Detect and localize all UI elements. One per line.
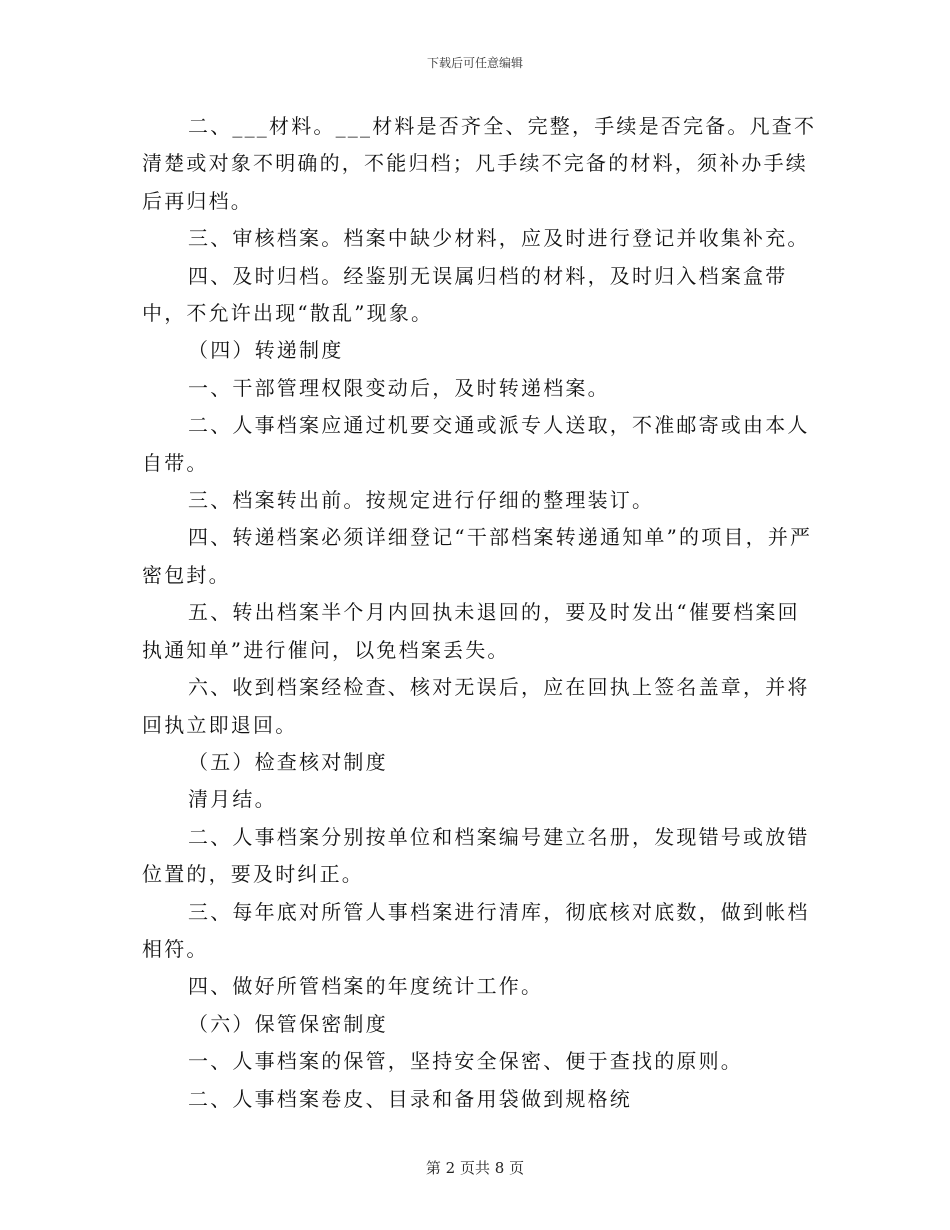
paragraph: 三、每年底对所管人事档案进行清库，彻底核对底数，做到帐档相符。 xyxy=(142,899,810,961)
paragraph: 清月结。 xyxy=(188,787,277,812)
paragraph: 三、档案转出前。按规定进行仔细的整理装订。 xyxy=(188,488,655,513)
paragraph: 一、人事档案的保管，坚持安全保密、便于查找的原则。 xyxy=(188,1049,743,1074)
section-heading: （六）保管保密制度 xyxy=(188,1011,388,1036)
section-heading: （五）检查核对制度 xyxy=(188,749,388,774)
section-heading: （四）转递制度 xyxy=(188,338,344,363)
paragraph: 四、转递档案必须详细登记“干部档案转递通知单”的项目，并严密包封。 xyxy=(142,525,813,587)
paragraph: 二、___材料。___材料是否齐全、完整，手续是否完备。凡查不清楚或对象不明确的，不能归档；凡手续不完备的材料，须补办手续后再归档。 xyxy=(142,114,817,213)
paragraph: 一、干部管理权限变动后，及时转递档案。 xyxy=(188,375,610,400)
paragraph: 六、收到档案经检查、核对无误后，应在回执上签名盖章，并将回执立即退回。 xyxy=(142,675,810,737)
paragraph: 二、人事档案分别按单位和档案编号建立名册，发现错号或放错位置的，要及时纠正。 xyxy=(142,824,810,887)
paragraph: 二、人事档案卷皮、目录和备用袋做到规格统 xyxy=(188,1086,632,1111)
paragraph: 五、转出档案半个月内回执未退回的，要及时发出“催要档案回执通知单”进行催问，以免档案丢失。 xyxy=(142,600,800,662)
paragraph: 三、审核档案。档案中缺少材料，应及时进行登记并收集补充。 xyxy=(188,226,810,251)
page-footer: 第 2 页共 8 页 xyxy=(425,1159,525,1177)
paragraph: 四、及时归档。经鉴别无误属归档的材料，及时归入档案盒带中，不允许出现“散乱”现象。 xyxy=(142,263,788,326)
paragraph: 二、人事档案应通过机要交通或派专人送取，不准邮寄或由本人自带。 xyxy=(142,413,810,475)
paragraph: 四、做好所管档案的年度统计工作。 xyxy=(188,974,544,999)
document-body xyxy=(142,108,817,1118)
page-header: 下载后可任意编辑 xyxy=(426,56,523,70)
